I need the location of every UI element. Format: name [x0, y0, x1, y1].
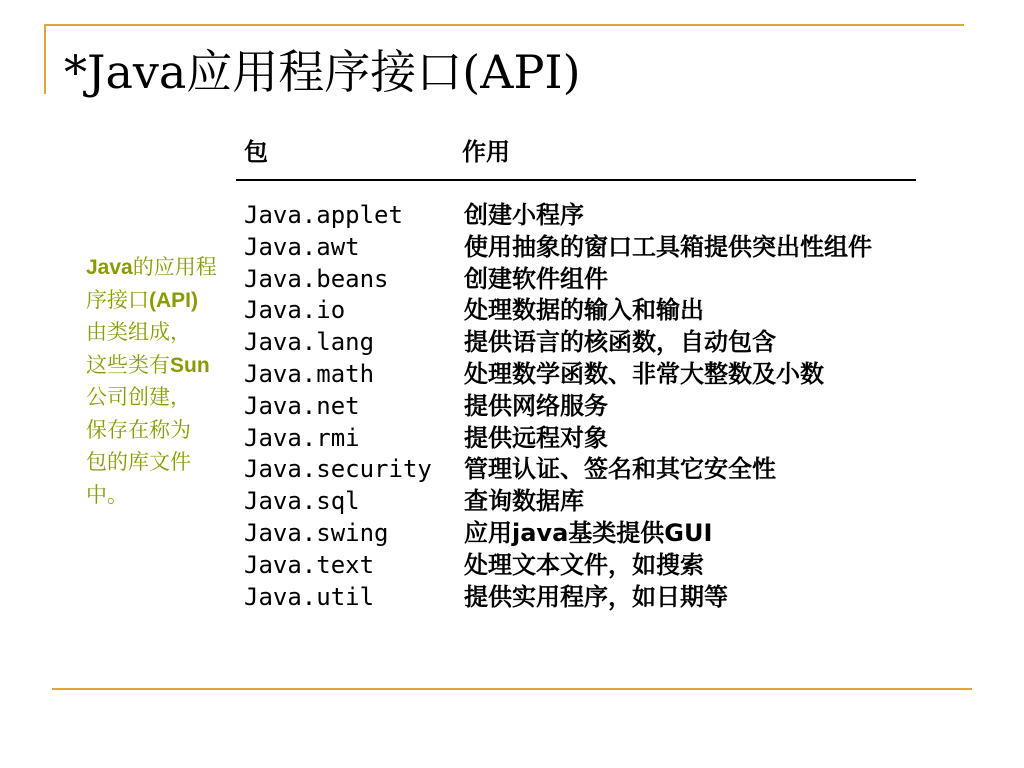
package-name: Java.lang: [244, 328, 375, 357]
table-row: [244, 486, 922, 518]
table-row: [244, 454, 922, 486]
package-name: Java.text: [244, 550, 375, 579]
package-name: Java.swing: [244, 518, 389, 547]
bottom-accent-rule: [52, 688, 972, 690]
side-note-line: 包的库文件: [86, 451, 191, 474]
package-purpose: 提供远程对象: [464, 423, 608, 452]
package-name: Java.sql: [244, 487, 360, 516]
side-note-line: 中。: [86, 483, 128, 507]
package-name: Java.security: [244, 455, 432, 484]
side-note-text: 序接口: [86, 288, 149, 312]
package-purpose: 提供实用程序，如日期等: [464, 582, 728, 611]
left-accent-rule: [44, 24, 46, 94]
side-note: [86, 252, 240, 512]
table-body: [244, 200, 922, 613]
side-note-text: 这些类有: [86, 353, 170, 377]
package-name: Java.beans: [244, 264, 389, 293]
slide-title: *Java应用程序接口(API): [64, 45, 581, 99]
table-row: [244, 295, 922, 327]
table-row: [244, 264, 922, 296]
package-purpose: 提供网络服务: [464, 391, 608, 420]
package-purpose: 处理文本文件，如搜索: [464, 550, 704, 579]
package-purpose: 提供语言的核函数，自动包含: [464, 328, 776, 357]
side-note-line: 保存在称为: [86, 418, 191, 442]
package-purpose: 创建小程序: [464, 201, 584, 229]
side-note-bold: Sun: [170, 353, 210, 377]
header-divider: [236, 179, 916, 181]
header-purpose: 作用: [462, 138, 510, 166]
package-purpose: 处理数据的输入和输出: [464, 296, 704, 325]
package-purpose: 管理认证、签名和其它安全性: [464, 455, 776, 484]
side-note-bold: (API): [149, 288, 198, 312]
table-row: [244, 359, 922, 391]
table-row: [244, 423, 922, 455]
package-purpose: 使用抽象的窗口工具箱提供突出性组件: [464, 232, 872, 261]
side-note-line: [86, 285, 240, 318]
package-purpose: 处理数学函数、非常大整数及小数: [464, 359, 824, 388]
side-note-text: 的应用程: [132, 256, 217, 279]
table-row: [244, 582, 922, 614]
top-accent-rule: [44, 24, 964, 26]
package-name: Java.io: [244, 296, 346, 325]
side-note-line: 公司创建，: [86, 386, 191, 409]
side-note-line: 由类组成，: [86, 321, 191, 344]
api-package-table: [232, 124, 922, 624]
package-purpose: 应用java基类提供GUI: [464, 518, 713, 547]
side-note-line: [86, 252, 240, 285]
header-package: 包: [244, 138, 268, 166]
package-purpose: 查询数据库: [464, 487, 584, 516]
table-row: [244, 200, 922, 232]
package-purpose: 创建软件组件: [464, 264, 608, 293]
package-name: Java.util: [244, 582, 375, 611]
table-row: [244, 550, 922, 582]
table-row: [244, 327, 922, 359]
package-name: Java.rmi: [244, 423, 360, 452]
package-name: Java.math: [244, 359, 375, 388]
table-row: [244, 391, 922, 423]
package-name: Java.net: [244, 391, 360, 420]
table-row: [244, 518, 922, 550]
side-note-line: [86, 350, 240, 383]
package-name: Java.applet: [244, 201, 403, 229]
side-note-bold: Java: [86, 256, 133, 279]
package-name: Java.awt: [244, 232, 360, 261]
table-row: [244, 232, 922, 264]
